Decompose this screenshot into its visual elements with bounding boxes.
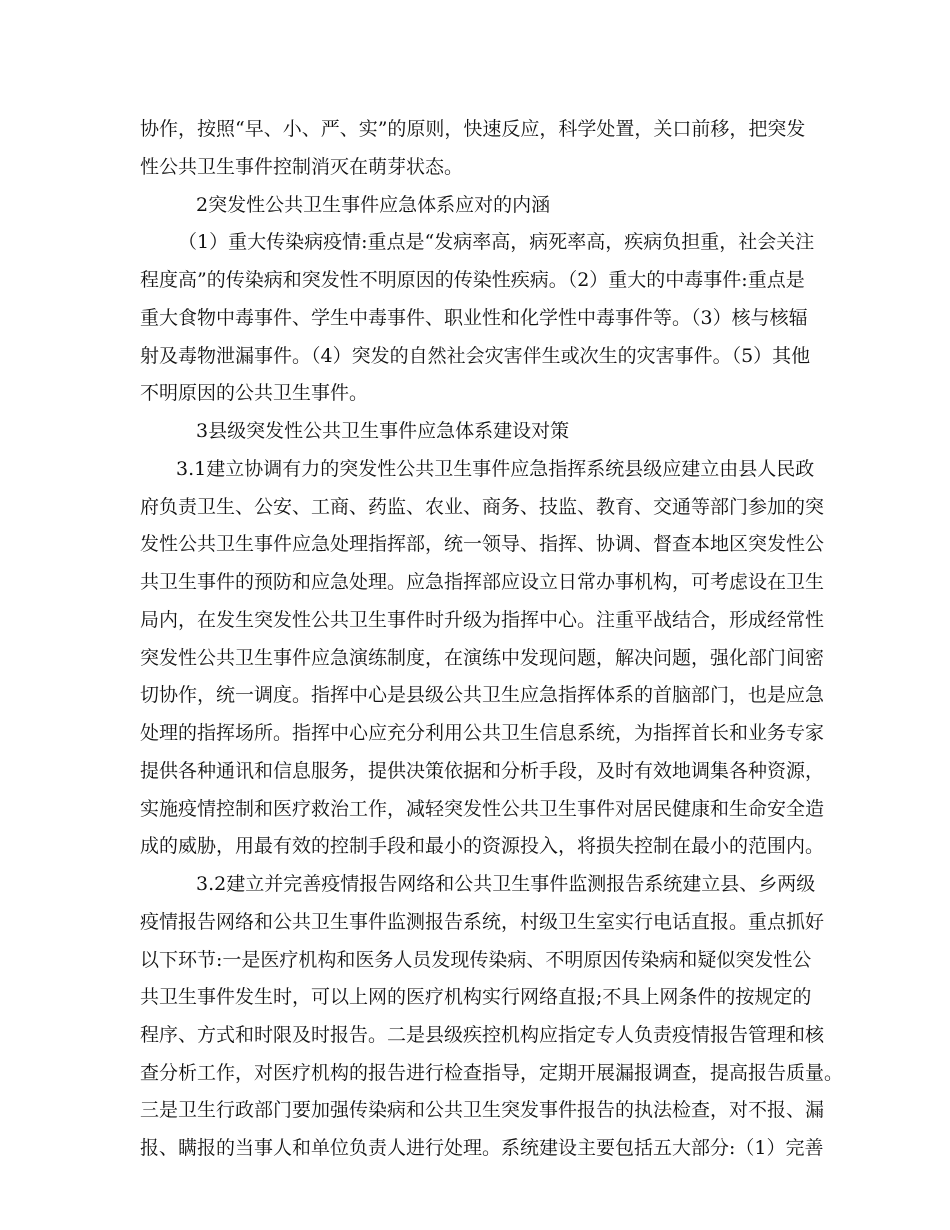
text-line: 重大食物中毒事件、学生中毒事件、职业性和化学性中毒事件等。（3）核与核辐 [140,307,808,329]
text-line: 共卫生事件的预防和应急处理。应急指挥部应设立日常办事机构，可考虑设在卫生 [140,571,825,593]
text-line: 三是卫生行政部门要加强传染病和公共卫生突发事件报告的执法检查，对不报、漏 [140,1099,825,1121]
text-line: 实施疫情控制和医疗救治工作，减轻突发性公共卫生事件对居民健康和生命安全造 [140,798,825,820]
text-line: 疫情报告网络和公共卫生事件监测报告系统，村级卫生室实行电话直报。重点抓好 [140,911,825,933]
subsection-heading-line: 3.1建立协调有力的突发性公共卫生事件应急指挥系统县级应建立由县人民政 [176,458,815,480]
text-line: 程序、方式和时限及时报告。二是县级疾控机构应指定专人负责疫情报告管理和核 [140,1024,825,1046]
text-line: 提供各种通讯和信息服务，提供决策依据和分析手段，及时有效地调集各种资源， [140,760,825,782]
section-heading: 2突发性公共卫生事件应急体系应对的内涵 [196,194,551,216]
text-line: 发性公共卫生事件应急处理指挥部，统一领导、指挥、协调、督查本地区突发性公 [140,533,825,555]
subsection-heading-line: 3.2建立并完善疫情报告网络和公共卫生事件监测报告系统建立县、乡两级 [196,873,816,895]
text-line: （1）重大传染病疫情:重点是“发病率高，病死率高，疾病负担重，社会关注 [178,231,815,253]
text-line: 共卫生事件发生时，可以上网的医疗机构实行网络直报;不具上网条件的按规定的 [140,986,812,1008]
text-line: 切协作，统一调度。指挥中心是县级公共卫生应急指挥体系的首脑部门，也是应急 [140,684,825,706]
text-line: 程度高”的传染病和突发性不明原因的传染性疾病。（2）重大的中毒事件:重点是 [140,269,805,291]
text-line: 府负责卫生、公安、工商、药监、农业、商务、技监、教育、交通等部门参加的突 [140,496,825,518]
text-line: 处理的指挥场所。指挥中心应充分利用公共卫生信息系统，为指挥首长和业务专家 [140,722,825,744]
text-line: 成的威胁，用最有效的控制手段和最小的资源投入，将损失控制在最小的范围内。 [140,835,825,857]
text-line: 协作，按照“早、小、严、实”的原则，快速反应，科学处置，关口前移，把突发 [140,118,806,140]
text-line: 局内，在发生突发性公共卫生事件时升级为指挥中心。注重平战结合，形成经常性 [140,609,825,631]
text-line: 查分析工作，对医疗机构的报告进行检查指导，定期开展漏报调查，提高报告质量。 [140,1062,844,1084]
text-line: 射及毒物泄漏事件。（4）突发的自然社会灾害伴生或次生的灾害事件。（5）其他 [140,345,811,367]
text-line: 性公共卫生事件控制消灭在萌芽状态。 [140,156,464,178]
text-line: 不明原因的公共卫生事件。 [140,382,369,404]
text-line: 报、瞒报的当事人和单位负责人进行处理。系统建设主要包括五大部分:（1）完善 [140,1137,824,1159]
text-line: 以下环节:一是医疗机构和医务人员发现传染病、不明原因传染病和疑似突发性公 [140,949,812,971]
text-line: 突发性公共卫生事件应急演练制度，在演练中发现问题，解决问题，强化部门间密 [140,647,825,669]
section-heading: 3县级突发性公共卫生事件应急体系建设对策 [196,420,570,442]
